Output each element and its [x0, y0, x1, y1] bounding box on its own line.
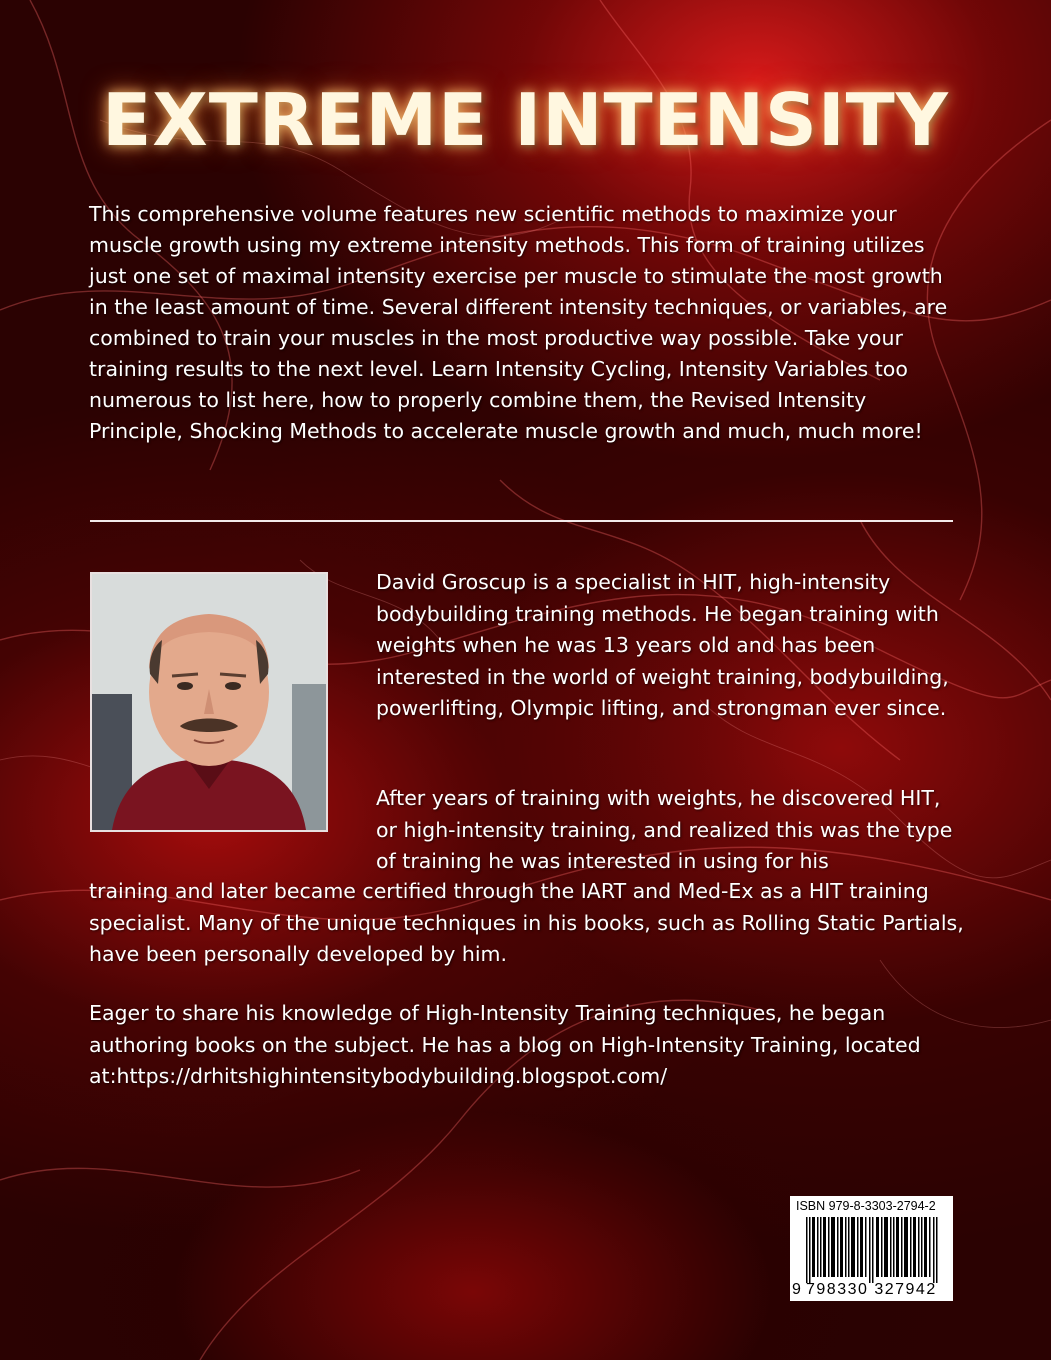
author-photo [90, 572, 328, 832]
barcode-number: 798330 327942 [806, 1281, 937, 1298]
author-bio-paragraph-2-end: training and later became certified through the IART and Med-Ex as a HIT training specialist. Many of the unique techniques in his books, such as Rolling Static Partials, have been personally developed by him. [89, 879, 964, 966]
author-bio-paragraph-2-start: After years of training with weights, he discovered HIT, or high-intensity training, and realized this was the type of training he was interested in using for his [376, 786, 953, 873]
author-portrait-icon [92, 574, 326, 830]
barcode-lead-digit: 9 [792, 1281, 803, 1298]
book-title: EXTREME INTENSITY [102, 78, 949, 162]
isbn-barcode [790, 1196, 953, 1301]
section-divider [90, 520, 953, 522]
author-bio-paragraph-1: David Groscup is a specialist in HIT, high-intensity bodybuilding training methods. He began training with weights when he was 13 years old and has been interested in the world of weight training, bodybuilding, powerlifting, Olympic lifting, and strongman ever since. [376, 570, 949, 720]
barcode-bars-icon [794, 1217, 949, 1283]
author-bio-paragraph-3: Eager to share his knowledge of High-Intensity Training techniques, he began authoring books on the subject. He has a blog on High-Intensity Training, located at:https://drhitshighintensitybodybuilding.blogspot.com/ [89, 1001, 921, 1088]
isbn-label: ISBN 979-8-3303-2794-2 [796, 1199, 936, 1213]
book-description: This comprehensive volume features new scientific methods to maximize your muscle growth using my extreme intensity methods. This form of training utilizes just one set of maximal intensity exercise per muscle to stimulate the most growth in the least amount of time. Several different intensity techniques, or variables, are combined to train your muscles in the most productive way possible. Take your training results to the next level. Learn Intensity Cycling, Intensity Variables too numerous to list here, how to properly combine them, the Revised Intensity Principle, Shocking Methods to accelerate muscle growth and much, much more! [89, 202, 948, 443]
